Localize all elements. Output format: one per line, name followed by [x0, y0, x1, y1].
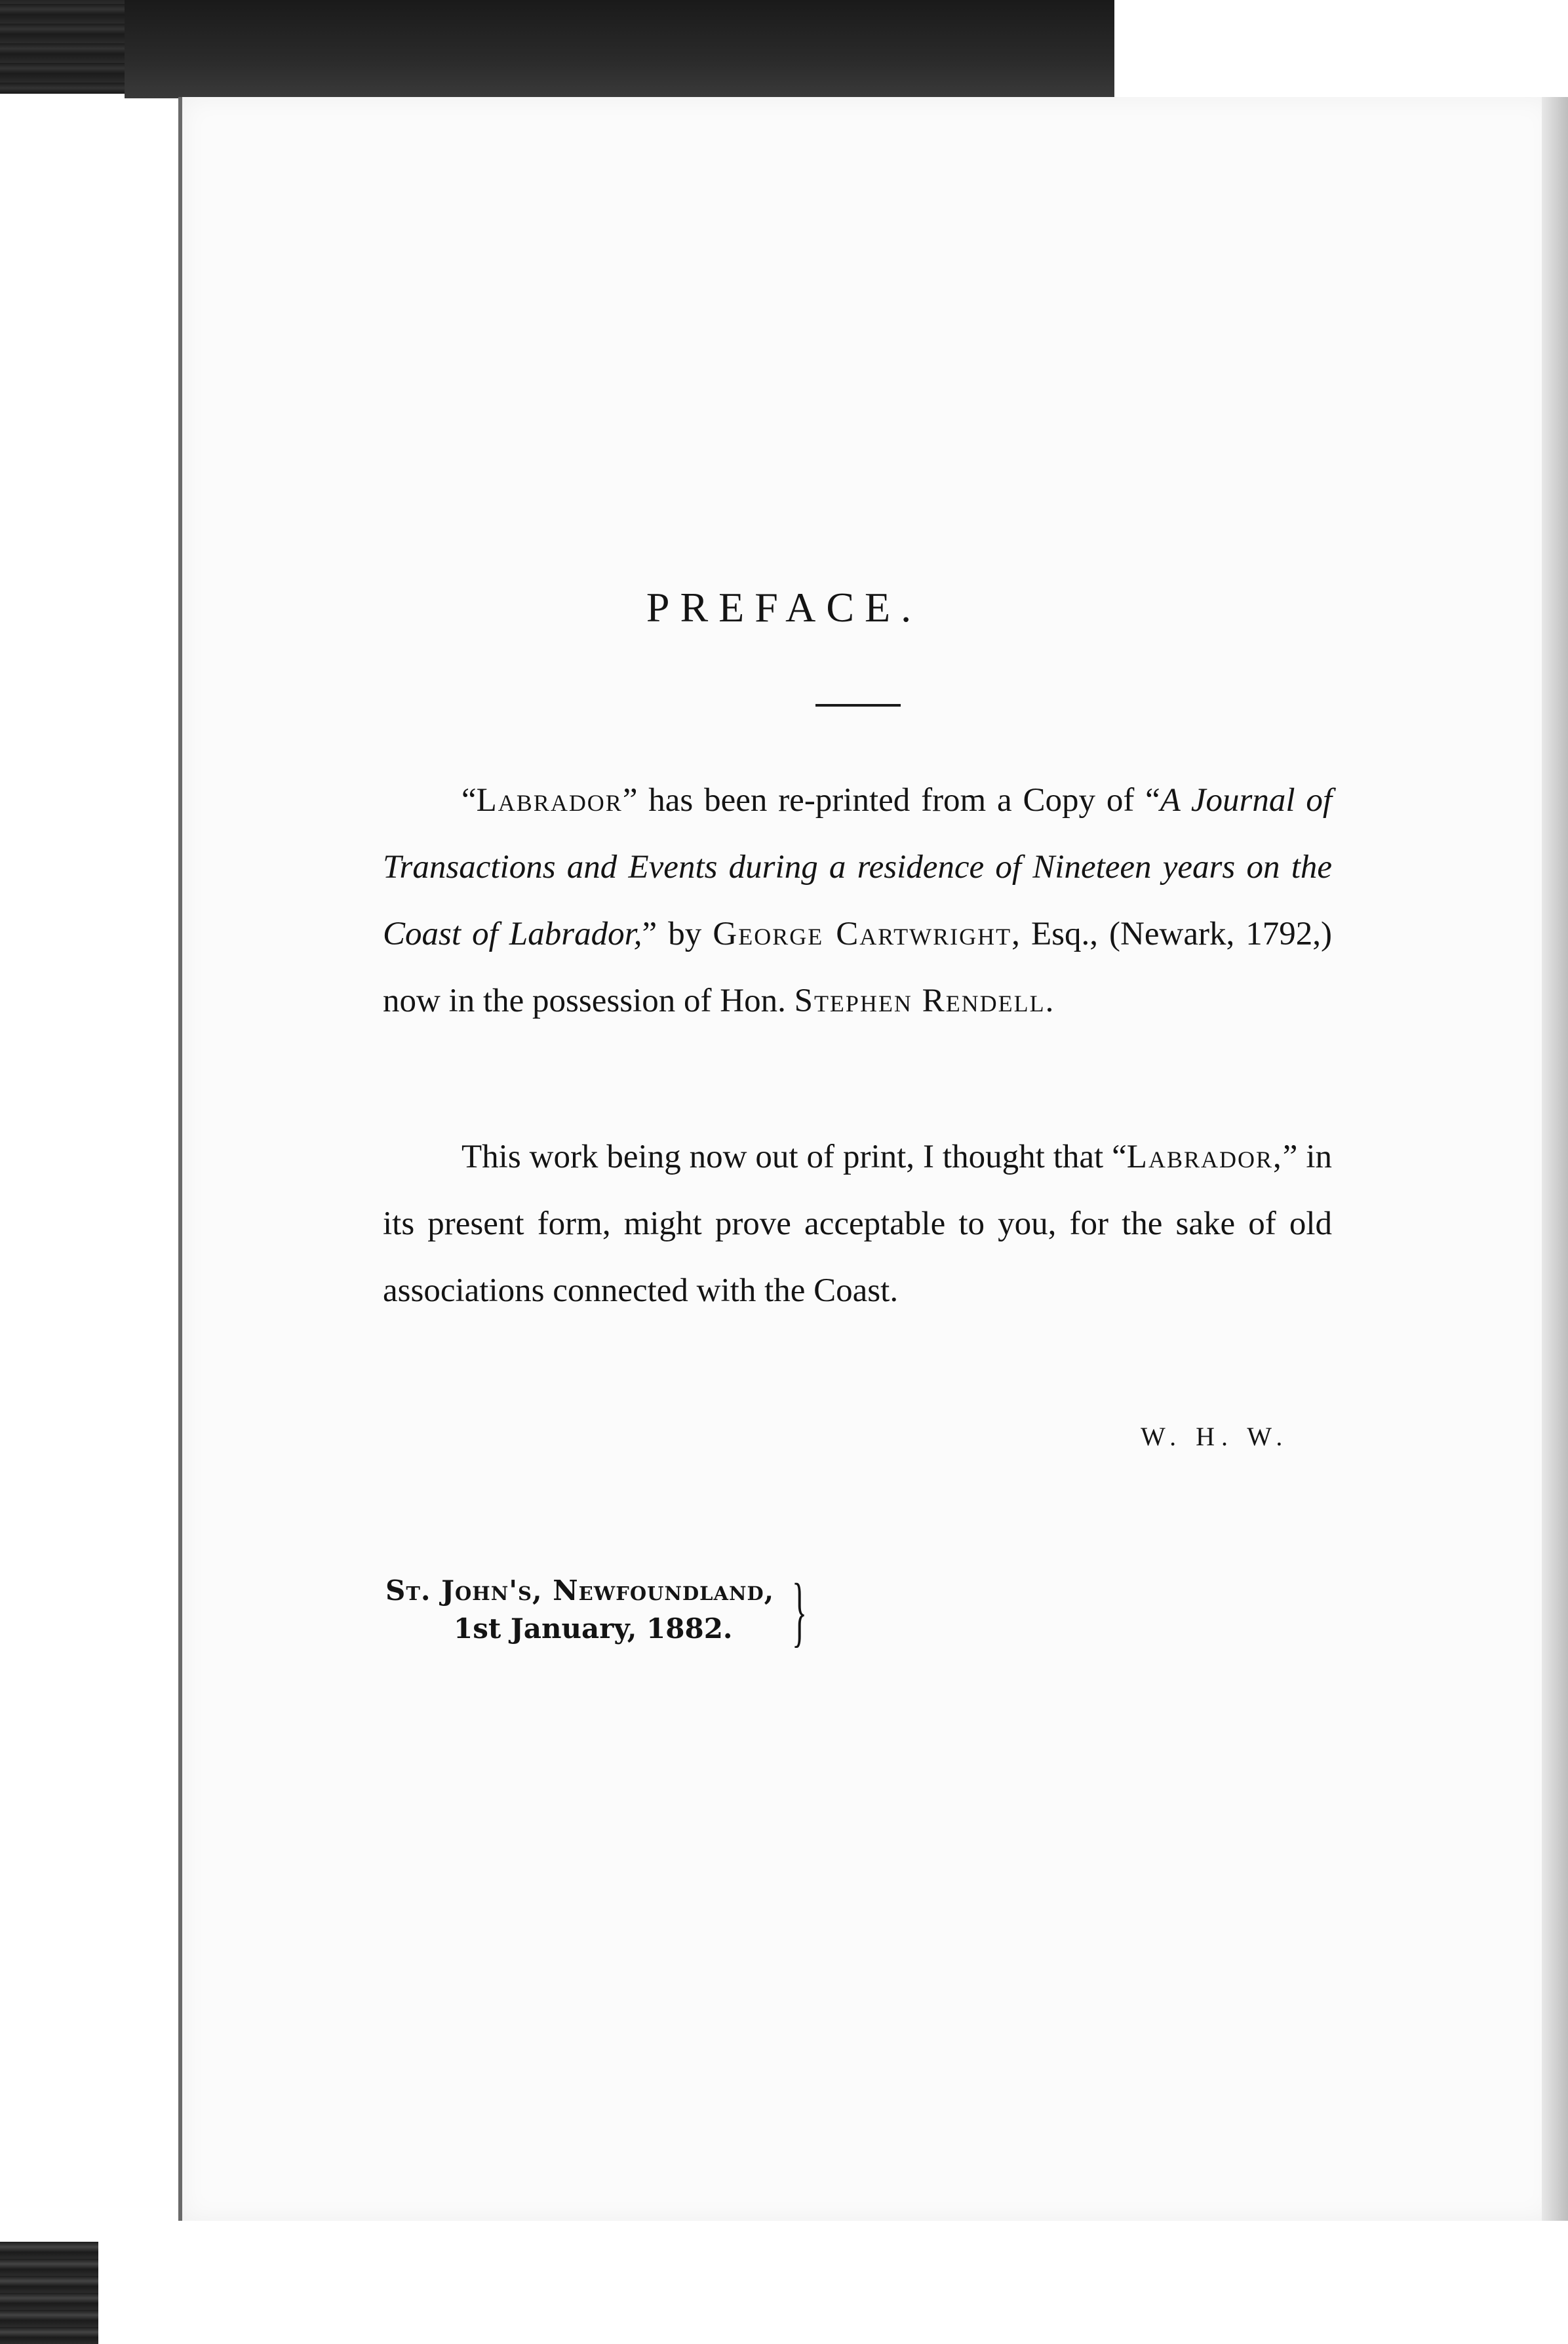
quote-close: ” [622, 782, 638, 819]
place: St. John's, Newfoundland, [385, 1574, 775, 1607]
paragraph-text: , Esq., (Newark, 1792,) now in the possession of Hon. [383, 916, 1333, 1019]
quote-close: ” [642, 916, 657, 952]
paragraph-text: This work being now out of print, I thought that [461, 1139, 1112, 1175]
scan-binding-bottom-left [0, 2242, 98, 2344]
scan-binding-top [0, 0, 1114, 98]
page-edge-shadow [1542, 97, 1568, 2221]
owner-name: Stephen Rendell [794, 983, 1046, 1019]
date: 1st January, 1882. [454, 1612, 733, 1645]
scan-margin-left [0, 0, 125, 2344]
preface-paragraph-1 [383, 767, 1332, 1034]
scan-margin-top-right [1114, 0, 1568, 98]
author-name: George Cartwright [713, 916, 1012, 952]
quote-open: “ [1112, 1139, 1127, 1175]
paragraph-text: has been re-printed from a Copy of [637, 782, 1146, 819]
paragraph-text: . [1045, 983, 1054, 1019]
page-title: PREFACE. [646, 584, 922, 631]
preface-paragraph-2 [383, 1123, 1332, 1324]
book-title-ref: Labrador, [1126, 1139, 1283, 1175]
place-and-date [385, 1572, 774, 1648]
paragraph-text: by [657, 916, 713, 952]
signature-initials: W. H. W. [1141, 1422, 1289, 1451]
quote-close: ” [1282, 1139, 1298, 1175]
book-title-ref: Labrador [476, 782, 623, 819]
quote-open: “ [461, 782, 477, 819]
paragraph-text: in its present form, might prove acceptable to you, for the sake of old associations connected with the Coast. [383, 1139, 1332, 1309]
journal-title: A Journal of Transactions and Events during a residence of Nineteen years on the Coast of Labrador, [383, 782, 1332, 952]
quote-open: “ [1145, 782, 1160, 819]
brace-glyph: } [792, 1567, 808, 1654]
title-rule [815, 704, 901, 707]
scan-margin-bottom [98, 2221, 1568, 2344]
